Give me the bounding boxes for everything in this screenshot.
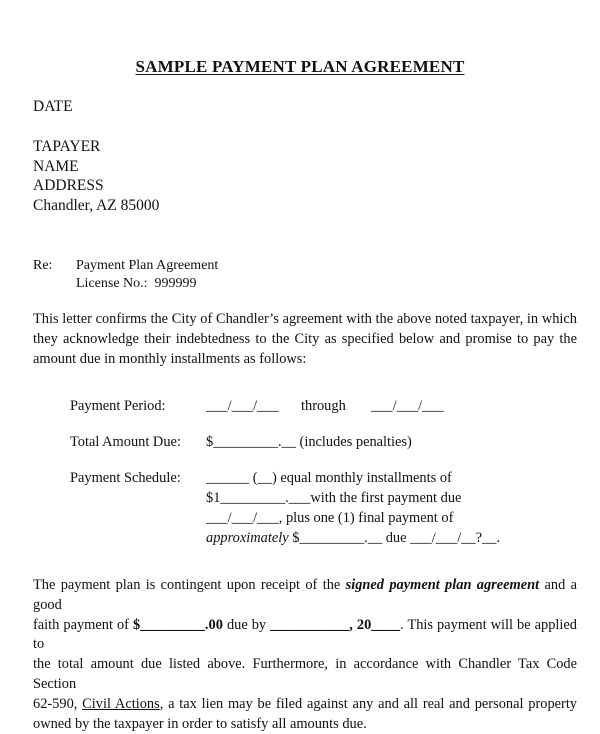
payment-period-label: Payment Period: bbox=[70, 398, 166, 414]
closing-line-5: owned by the taxpayer in order to satisfy all amounts due. bbox=[33, 715, 367, 732]
intro-line-3: amount due in monthly installments as follows: bbox=[33, 350, 307, 367]
good-faith-amount: $_________.00 bbox=[132, 616, 223, 633]
payment-schedule-line-4 bbox=[206, 529, 500, 549]
date-label: DATE bbox=[33, 98, 73, 115]
intro-paragraph bbox=[33, 310, 577, 369]
due-date-blank: ___________, 20____ bbox=[270, 616, 401, 633]
address-line-4: Chandler, AZ 85000 bbox=[33, 197, 160, 214]
approximately-text: approximately bbox=[206, 530, 289, 546]
payment-schedule-line-3: ___/___/___, plus one (1) final payment of bbox=[206, 510, 454, 526]
intro-line-2: they acknowledge their indebtedness to the City as specified below and promise to pay the bbox=[33, 330, 577, 347]
address-line-2: NAME bbox=[33, 158, 79, 175]
address-line-1: TAPAYER bbox=[33, 138, 101, 155]
signed-agreement-text: signed payment plan agreement bbox=[345, 577, 540, 593]
license-line bbox=[76, 274, 197, 293]
re-subject: Payment Plan Agreement bbox=[76, 258, 219, 273]
payment-period-end: ___/___/___ bbox=[371, 398, 444, 414]
closing-line-1: The payment plan is contingent upon receipt of the signed payment plan agreement and a good bbox=[33, 577, 577, 613]
civil-actions-text: Civil Actions bbox=[82, 695, 160, 712]
payment-schedule-line-2: $1_________.___with the first payment due bbox=[206, 490, 462, 506]
total-amount-label: Total Amount Due: bbox=[70, 434, 181, 450]
address-line-3: ADDRESS bbox=[33, 177, 104, 194]
closing-line-2: faith payment of $_________.00 due by ___________, 20____. This payment will be applied to bbox=[33, 616, 577, 653]
license-value: 999999 bbox=[154, 276, 197, 291]
payment-period-through: through bbox=[301, 398, 346, 414]
intro-line-1: This letter confirms the City of Chandler’s agreement with the above noted taxpayer, in which bbox=[33, 311, 577, 327]
re-label: Re: bbox=[33, 258, 53, 273]
total-amount-value: $_________.__ (includes penalties) bbox=[206, 434, 412, 450]
document-title: SAMPLE PAYMENT PLAN AGREEMENT bbox=[135, 57, 465, 76]
payment-schedule-line-1: ______ (__) equal monthly installments of bbox=[206, 470, 452, 486]
payment-schedule-label: Payment Schedule: bbox=[70, 470, 181, 486]
closing-line-3: the total amount due listed above. Furthermore, in accordance with Chandler Tax Code Section bbox=[33, 656, 577, 692]
closing-paragraph bbox=[33, 576, 577, 734]
license-label: License No.: bbox=[76, 276, 148, 291]
final-payment-blank: $_________.__ due ___/___/__?__. bbox=[288, 530, 501, 546]
closing-line-4: 62-590, Civil Actions, a tax lien may be filed against any and all real and personal property bbox=[33, 695, 578, 712]
payment-period-start: ___/___/___ bbox=[206, 398, 279, 414]
